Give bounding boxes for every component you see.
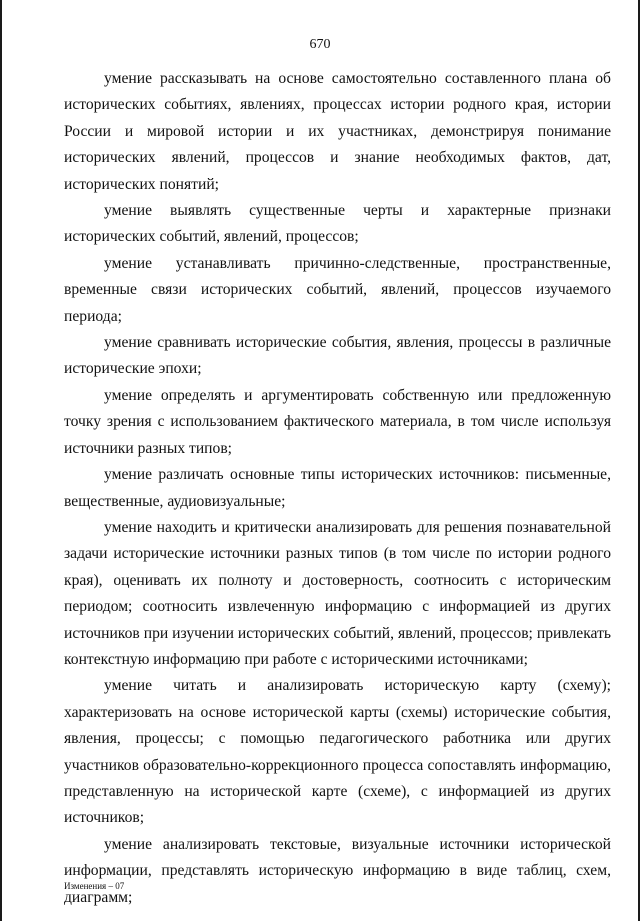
footer-revision: Изменения – 07 (64, 881, 125, 891)
paragraph-6: умение различать основные типы исторических источников: письменные, вещественные, аудиовизуальные; (64, 466, 611, 510)
paragraph-7: умение находить и критически анализировать для решения познавательной задачи исторические источники разных типов (в том числе по истории родного края), оценивать их полноту и достоверность, соотносить с историческим периодом; соотносить извлеченную информацию с информацией из других источников при изучении исторических событий, явлений, процессов; привлекать контекстную информацию при работе с историческими источниками; (64, 518, 611, 668)
paragraph-3: умение устанавливать причинно-следственные, пространственные, временные связи исторических событий, явлений, процессов изучаемого периода; (64, 254, 611, 325)
paragraph-4: умение сравнивать исторические события, явления, процессы в различные исторические эпохи; (64, 334, 611, 378)
paragraph-5: умение определять и аргументировать собственную или предложенную точку зрения с использованием фактического материала, в том числе используя источники разных типов; (64, 386, 611, 457)
paragraph-9: умение анализировать текстовые, визуальные источники исторической информации, представлять историческую информацию в виде таблиц, схем, диаграмм; (64, 835, 611, 906)
scan-left-edge (0, 0, 2, 921)
paragraph-8: умение читать и анализировать историческую карту (схему); характеризовать на основе исторической карты (схемы) исторические события, явления, процессы; с помощью педагогического работника или других участников образовательно-коррекционного процесса сопоставлять информацию, представленную на исторической карте (схеме), с информацией из других источников; (64, 677, 611, 827)
paragraph-1: умение рассказывать на основе самостоятельно составленного плана об исторических событиях, явлениях, процессах истории родного края, истории России и мировой истории и их участниках, демонстрируя понимание исторических явлений, процессов и знание необходимых фактов, дат, исторических понятий; (64, 70, 611, 193)
paragraph-2: умение выявлять существенные черты и характерные признаки исторических событий, явлений, процессов; (64, 202, 611, 246)
page-number: 670 (309, 37, 331, 52)
body-text (64, 66, 611, 911)
